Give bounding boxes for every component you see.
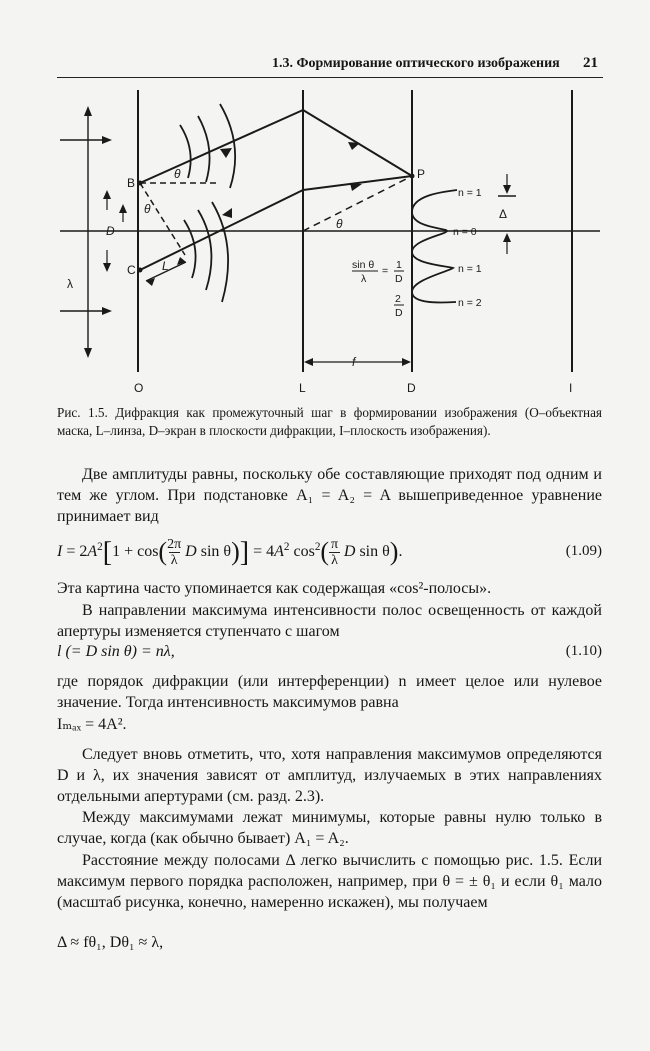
paragraph-7: Расстояние между полосами Δ легко вычислить с помощью рис. 1.5. Если максимум первого порядка расположен, например, при θ = ± θ₁ и если θ₁ мало (масштаб рисунка, конечно, намеренно искажен), мы получаем bbox=[57, 852, 602, 911]
intensity-curve bbox=[412, 190, 457, 303]
label-one: 1 bbox=[396, 259, 402, 271]
label-delta: Δ bbox=[499, 207, 508, 221]
label-n1-bottom: n = 1 bbox=[458, 263, 482, 275]
label-B: B bbox=[127, 176, 136, 190]
equation-imax: Iₘₐₓ = 4A². bbox=[57, 716, 127, 733]
label-n0: n = 0 bbox=[453, 226, 477, 238]
label-theta-1: θ bbox=[174, 167, 181, 181]
paragraph-6: Между максимумами лежат минимумы, которые равны нулю только в случае, когда (как обычно бывает) A₁ = A₂. bbox=[57, 809, 602, 847]
paragraph-3: В направлении максимума интенсивности полос освещенность от каждой апертуры изменяется ступенчато с шагом bbox=[57, 602, 602, 640]
paragraph-4: где порядок дифракции (или интерференции) n имеет целое или нулевое значение. Тогда интенсивность максимумов равна bbox=[57, 673, 602, 711]
paragraph-2: Эта картина часто упоминается как содержащая «cos²-полосы». bbox=[57, 580, 492, 597]
paragraph-1: Две амплитуды равны, поскольку обе составляющие приходят под одним и тем же углом. При подстановке A₁ = A₂ = A вышеприведенное уравнение принимает вид bbox=[57, 466, 602, 525]
label-D-den-2: D bbox=[395, 307, 403, 319]
label-C: C bbox=[127, 263, 136, 277]
label-D: D bbox=[106, 224, 115, 238]
ray-lens-to-P-bottom bbox=[303, 176, 412, 190]
label-bottom-L: L bbox=[299, 381, 306, 395]
label-sin-den: λ bbox=[361, 273, 367, 285]
equation-number-1-10: (1.10) bbox=[565, 643, 602, 659]
label-lambda: λ bbox=[67, 277, 73, 291]
page-number: 21 bbox=[583, 55, 598, 71]
label-sin-num: sin θ bbox=[352, 259, 375, 271]
equation-number-1-09: (1.09) bbox=[565, 543, 602, 559]
label-L-small: L bbox=[162, 259, 169, 273]
label-D-den-1: D bbox=[395, 273, 403, 285]
label-two: 2 bbox=[395, 293, 401, 305]
diffraction-figure bbox=[0, 0, 650, 400]
label-theta-2: θ bbox=[144, 202, 151, 216]
paragraph-5: Следует вновь отметить, что, хотя направления максимумов определяются D и λ, их значения зависят от амплитуд, излучаемых в этих направлениях отдельными апертурами (см. разд. 2.3). bbox=[57, 746, 602, 805]
label-f: f bbox=[352, 355, 356, 369]
label-bottom-O: O bbox=[134, 381, 144, 395]
ray-B-to-lens bbox=[140, 110, 303, 183]
equation-1-09: $I = 2A^2[1 + \cos(2\pi$ λ D $\sin \theta)] = 4A^2$ $\cos^2$( π λ D sin θ). (1.09) bbox=[57, 537, 602, 569]
figure-caption: Рис. 1.5. Дифракция как промежуточный шаг в формировании изображения (O–объектная маска, L–линза, D–экран в плоскости дифракции, I–плоскость изображения). bbox=[57, 405, 602, 438]
label-eq: = bbox=[382, 265, 389, 277]
label-P: P bbox=[417, 167, 426, 181]
equation-1-10-text: l (= D sin θ) = nλ, bbox=[57, 643, 175, 660]
label-theta-3: θ bbox=[336, 217, 343, 231]
label-n2: n = 2 bbox=[458, 297, 482, 309]
equation-last: Δ ≈ fθ₁, Dθ₁ ≈ λ, bbox=[57, 934, 164, 951]
label-bottom-I: I bbox=[569, 381, 573, 395]
label-n1-top: n = 1 bbox=[458, 187, 482, 199]
ray-C-to-lens bbox=[140, 190, 303, 270]
label-bottom-D: D bbox=[407, 381, 416, 395]
running-header-section: 1.3. Формирование оптического изображения bbox=[272, 56, 560, 71]
equation-1-10 bbox=[57, 643, 602, 661]
